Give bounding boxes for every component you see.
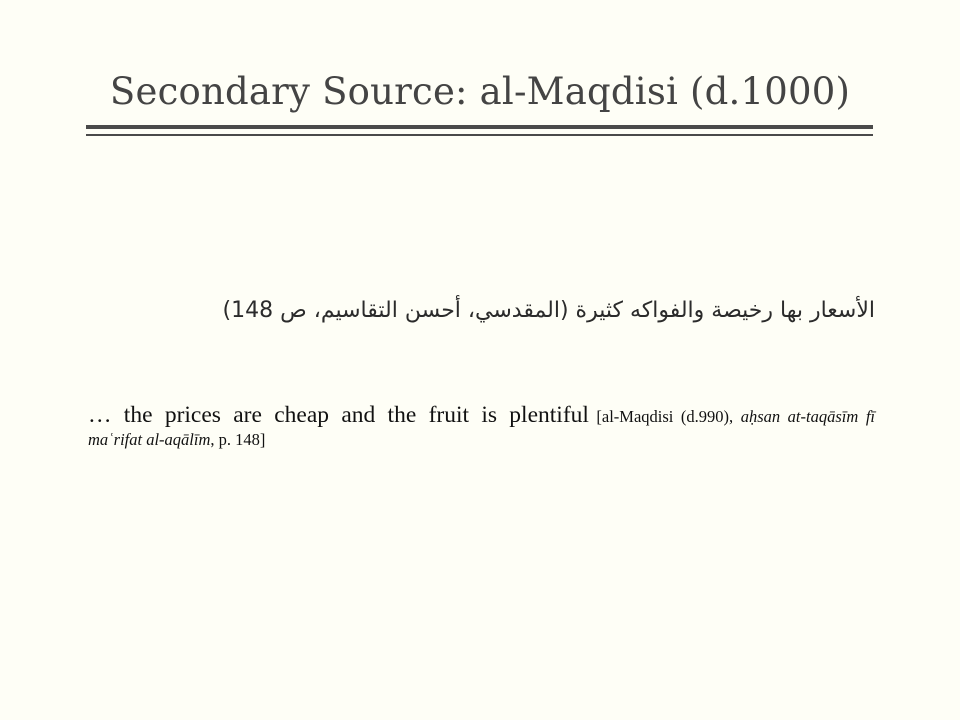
english-translation (88, 401, 875, 451)
arabic-quote: الأسعار بها رخيصة والفواكه كثيرة (المقدسي، أحسن التقاسيم، ص 148) (222, 298, 875, 323)
citation-prefix: [al-Maqdisi (d.990), (596, 407, 741, 426)
translation-quote: … the prices are cheap and the fruit is plentiful (88, 402, 589, 428)
slide-title: Secondary Source: al-Maqdisi (d.1000) (109, 70, 851, 113)
citation-suffix: , p. 148] (210, 430, 266, 449)
title-rule-thick (86, 125, 873, 129)
title-rule-thin (86, 134, 873, 136)
citation-title: aḥsan at-taqāsīm fī maʿrifat al-aqālīm (88, 407, 875, 449)
